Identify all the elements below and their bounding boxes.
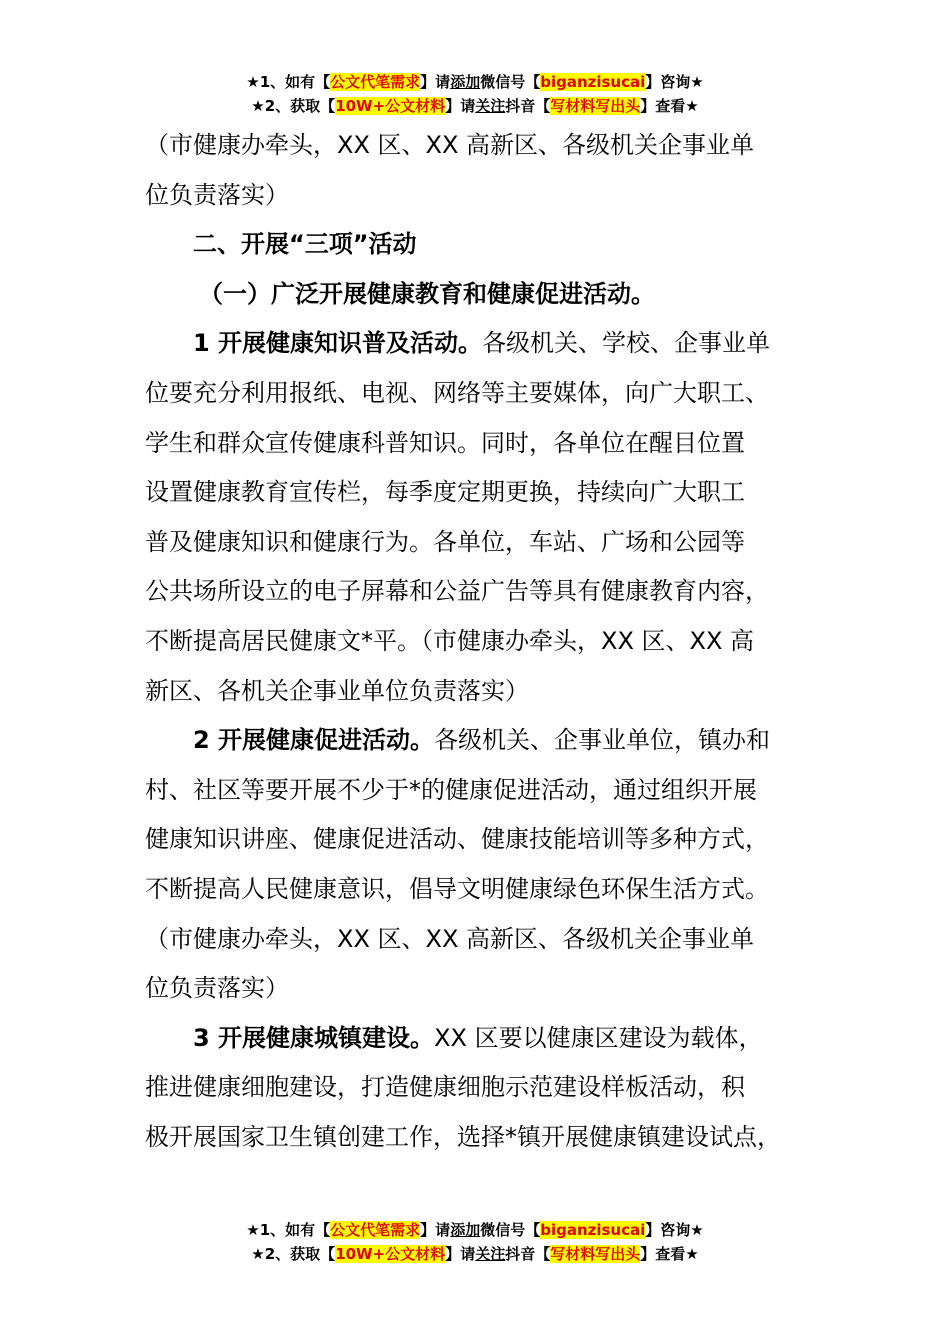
banner-underline: 添加 bbox=[450, 1221, 481, 1239]
body-line: 新区、各机关企事业单位负责落实） bbox=[145, 676, 529, 705]
banner-text: 】咨询★ bbox=[645, 73, 704, 91]
body-text: 各级机关、学校、企事业单 bbox=[482, 329, 771, 358]
paragraph-2-heading: 2 开展健康促进活动。 bbox=[193, 726, 435, 755]
subsection-heading: （一）广泛开展健康教育和健康促进活动。 bbox=[199, 279, 655, 308]
body-line: 设置健康教育宣传栏，每季度定期更换，持续向广大职工 bbox=[145, 478, 745, 507]
body-line: 村、社区等要开展不少于*的健康促进活动，通过组织开展 bbox=[145, 775, 757, 804]
banner-text: 】请 bbox=[420, 1221, 451, 1239]
banner-row-1 bbox=[0, 70, 950, 94]
banner-highlight: 写材料写出头 bbox=[550, 1245, 641, 1263]
body-line: 普及健康知识和健康行为。各单位，车站、广场和公园等 bbox=[145, 527, 745, 556]
body-line: 位要充分利用报纸、电视、网络等主要媒体，向广大职工、 bbox=[145, 378, 769, 407]
body-line: 推进健康细胞建设，打造健康细胞示范建设样板活动，积 bbox=[145, 1073, 745, 1102]
header-banner bbox=[0, 70, 950, 118]
banner-highlight: biganzisucai bbox=[540, 1221, 646, 1239]
banner-row-2 bbox=[0, 1242, 950, 1266]
banner-text: 】请 bbox=[420, 73, 451, 91]
banner-highlight: 写材料写出头 bbox=[550, 97, 641, 115]
paragraph-3-heading: 3 开展健康城镇建设。 bbox=[193, 1023, 435, 1052]
body-line: （市健康办牵头，XX 区、XX 高新区、各级机关企事业单 bbox=[145, 131, 755, 159]
document-body bbox=[145, 121, 825, 1162]
banner-highlight: 10W+公文材料 bbox=[335, 1245, 446, 1263]
banner-underline: 关注 bbox=[475, 97, 506, 115]
body-text: XX 区要以健康区建设为载体， bbox=[434, 1023, 763, 1052]
footer-banner bbox=[0, 1218, 950, 1266]
banner-highlight: 10W+公文材料 bbox=[335, 97, 446, 115]
banner-text: ★1、如有【 bbox=[246, 73, 331, 91]
banner-text: 】请 bbox=[445, 1245, 476, 1263]
body-line: 不断提高居民健康文*平。（市健康办牵头，XX 区、XX 高 bbox=[145, 626, 755, 655]
banner-text: ★2、获取【 bbox=[251, 97, 336, 115]
body-line: 公共场所设立的电子屏幕和公益广告等具有健康教育内容， bbox=[145, 577, 769, 606]
banner-row-1 bbox=[0, 1218, 950, 1242]
banner-text: 微信号【 bbox=[480, 73, 541, 91]
banner-text: 抖音【 bbox=[505, 97, 551, 115]
paragraph-1-first-line bbox=[145, 319, 825, 369]
body-line: 不断提高人民健康意识，倡导文明健康绿色环保生活方式。 bbox=[145, 874, 769, 903]
banner-highlight: 公文代笔需求 bbox=[330, 73, 421, 91]
banner-text: 】查看★ bbox=[640, 1245, 699, 1263]
banner-text: ★1、如有【 bbox=[246, 1221, 331, 1239]
banner-highlight: 公文代笔需求 bbox=[330, 1221, 421, 1239]
banner-row-2 bbox=[0, 94, 950, 118]
body-text: 各级机关、企事业单位，镇办和 bbox=[434, 726, 771, 755]
banner-text: 】请 bbox=[445, 97, 476, 115]
paragraph-2-first-line bbox=[145, 716, 825, 766]
banner-text: ★2、获取【 bbox=[251, 1245, 336, 1263]
paragraph-3-first-line bbox=[145, 1014, 825, 1064]
paragraph-1-heading: 1 开展健康知识普及活动。 bbox=[193, 329, 483, 358]
banner-text: 】查看★ bbox=[640, 97, 699, 115]
body-line: 学生和群众宣传健康科普知识。同时，各单位在醒目位置 bbox=[145, 428, 745, 457]
section-heading: 二、开展“三项”活动 bbox=[193, 230, 417, 259]
body-line: 位负责落实） bbox=[145, 180, 289, 209]
banner-highlight: biganzisucai bbox=[540, 73, 646, 91]
banner-text: 抖音【 bbox=[505, 1245, 551, 1263]
banner-text: 】咨询★ bbox=[645, 1221, 704, 1239]
body-line: 极开展国家卫生镇创建工作，选择*镇开展健康镇建设试点， bbox=[145, 1122, 781, 1151]
banner-text: 微信号【 bbox=[480, 1221, 541, 1239]
body-line: 健康知识讲座、健康促进活动、健康技能培训等多种方式， bbox=[145, 825, 769, 854]
body-line: （市健康办牵头，XX 区、XX 高新区、各级机关企事业单 bbox=[145, 924, 755, 953]
banner-underline: 关注 bbox=[475, 1245, 506, 1263]
body-line: 位负责落实） bbox=[145, 974, 289, 1003]
banner-underline: 添加 bbox=[450, 73, 481, 91]
